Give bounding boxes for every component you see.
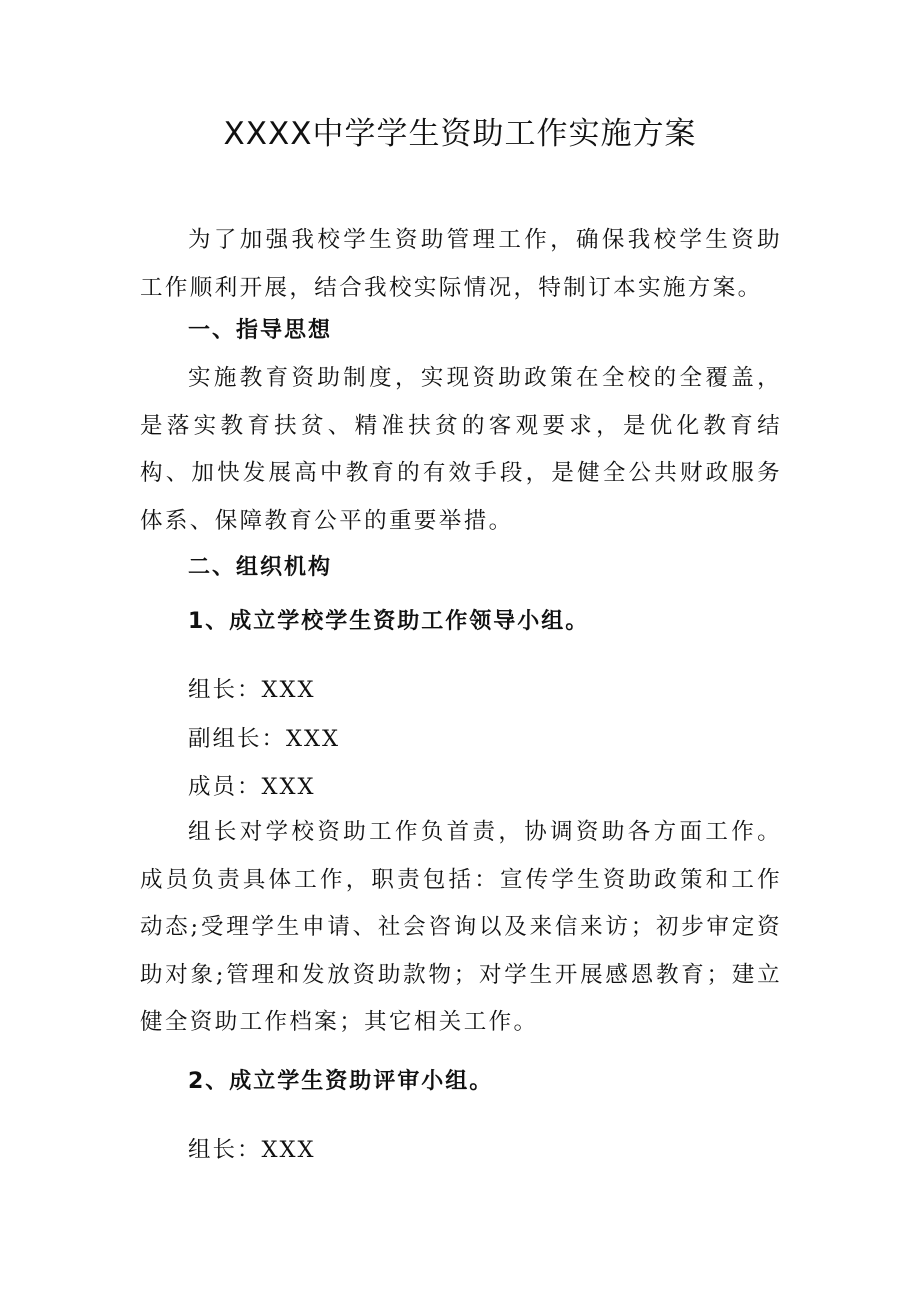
leading-group-leader: 组长：XXX bbox=[188, 677, 316, 703]
intro-paragraph: 为了加强我校学生资助管理工作，确保我校学生资助工作顺利开展，结合我校实际情况，特制订本实施方案。 bbox=[140, 227, 782, 301]
guiding-thought-paragraph: 实施教育资助制度，实现资助政策在全校的全覆盖，是落实教育扶贫、精准扶贫的客观要求，是优化教育结构、加快发展高中教育的有效手段，是健全公共财政服务体系、保障教育公平的重要举措。 bbox=[140, 365, 782, 534]
leading-group-members: 成员：XXX bbox=[188, 774, 316, 800]
document-title: XXXX中学学生资助工作实施方案 bbox=[223, 116, 697, 152]
section-heading-organization: 二、组织机构 bbox=[188, 555, 333, 580]
subsection-heading-leading-group: 1、成立学校学生资助工作领导小组。 bbox=[188, 609, 590, 634]
subsection-heading-review-group: 2、成立学生资助评审小组。 bbox=[188, 1069, 494, 1094]
leading-group-deputy: 副组长：XXX bbox=[188, 726, 341, 752]
section-heading-guiding-thought: 一、指导思想 bbox=[188, 318, 333, 343]
review-group-leader: 组长：XXX bbox=[188, 1137, 316, 1163]
leading-group-duties-paragraph: 组长对学校资助工作负首责，协调资助各方面工作。成员负责具体工作，职责包括：宣传学生资助政策和工作动态;受理学生申请、社会咨询以及来信来访；初步审定资助对象;管理和发放资助款物；对学生开展感恩教育；建立健全资助工作档案；其它相关工作。 bbox=[140, 819, 782, 1035]
